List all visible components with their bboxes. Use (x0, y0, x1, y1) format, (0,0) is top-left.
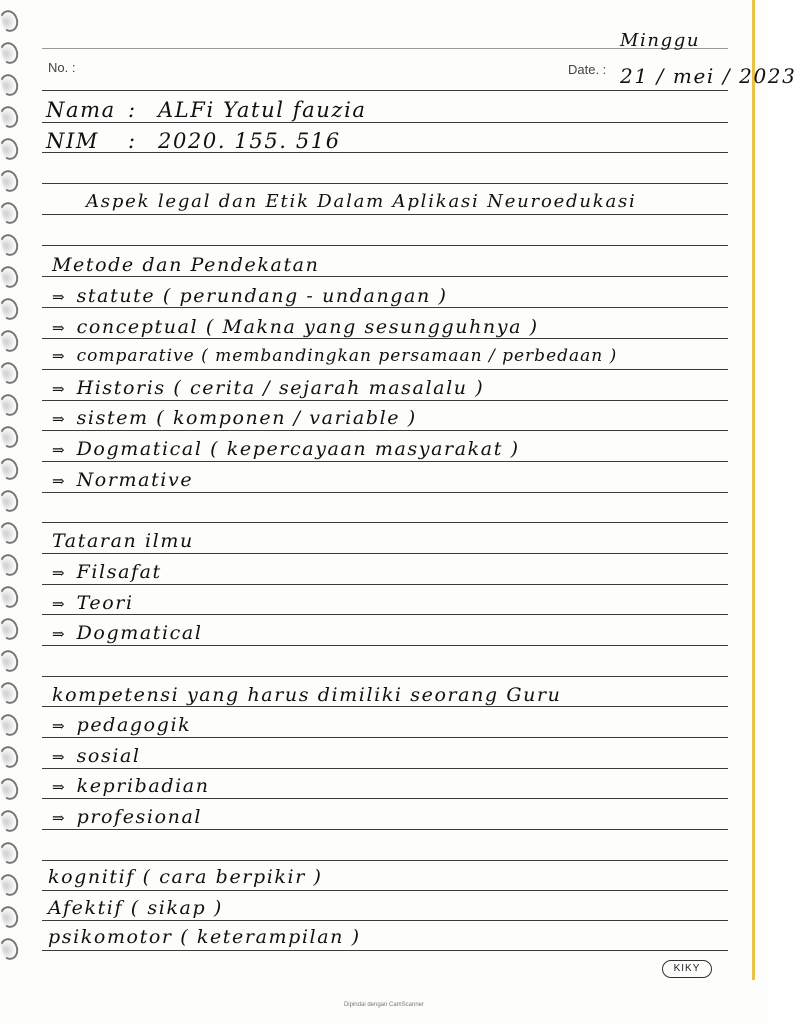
ruled-line (42, 338, 728, 339)
ruled-line (42, 676, 728, 677)
ruled-line (42, 400, 728, 401)
ruled-line (42, 430, 728, 431)
ruled-line (42, 829, 728, 830)
list-item: ⇒ statute ( perundang - undangan ) (52, 285, 448, 307)
spiral-ring (0, 904, 21, 930)
arrow-icon: ⇒ (52, 778, 65, 796)
ruled-line (42, 122, 728, 123)
domain-kognitif: kognitif ( cara berpikir ) (48, 866, 323, 888)
ruled-line (42, 245, 728, 246)
ruled-line (42, 307, 728, 308)
spiral-ring (0, 264, 21, 290)
spiral-ring (0, 72, 21, 98)
spiral-ring (0, 744, 21, 770)
ruled-line (42, 860, 728, 861)
spiral-ring (0, 360, 21, 386)
ruled-line (42, 461, 728, 462)
student-name: ALFi Yatul fauzia (158, 98, 367, 122)
ruled-line (42, 920, 728, 921)
list-item: ⇒ conceptual ( Makna yang sesungguhnya ) (52, 316, 539, 338)
arrow-icon: ⇒ (52, 809, 65, 827)
ruled-line (42, 492, 728, 493)
spiral-ring (0, 424, 21, 450)
spiral-ring (0, 808, 21, 834)
domain-psikomotor: psikomotor ( keterampilan ) (48, 926, 361, 948)
arrow-icon: ⇒ (52, 319, 65, 337)
ruled-line (42, 90, 728, 91)
spiral-ring (0, 680, 21, 706)
arrow-icon: ⇒ (52, 595, 65, 613)
list-item: ⇒ sistem ( komponen / variable ) (52, 407, 417, 429)
spiral-ring (0, 840, 21, 866)
name-label: Nama (46, 98, 116, 122)
arrow-icon: ⇒ (52, 564, 65, 582)
spiral-ring (0, 40, 21, 66)
ruled-line (42, 522, 728, 523)
student-nim: 2020. 155. 516 (158, 129, 341, 153)
ruled-line (42, 737, 728, 738)
spiral-ring (0, 168, 21, 194)
arrow-icon: ⇒ (52, 410, 65, 428)
name-sep: : (128, 98, 137, 122)
list-item: ⇒ Dogmatical (52, 622, 203, 644)
page-edge (752, 0, 755, 980)
date-text: 21 / mei / 2023 (620, 64, 796, 88)
ruled-line (42, 183, 728, 184)
list-item: ⇒ comparative ( membandingkan persamaan / perbedaan ) (52, 346, 618, 366)
spiral-ring (0, 584, 21, 610)
list-item: ⇒ Teori (52, 592, 134, 614)
ruled-line (42, 584, 728, 585)
ruled-line (42, 890, 728, 891)
ruled-line (42, 276, 728, 277)
ruled-line (42, 645, 728, 646)
ruled-line (42, 214, 728, 215)
spiral-ring (0, 200, 21, 226)
spiral-ring (0, 552, 21, 578)
spiral-ring (0, 392, 21, 418)
domain-afektif: Afektif ( sikap ) (48, 897, 223, 919)
brand-logo: KIKY (662, 960, 712, 978)
spiral-ring (0, 104, 21, 130)
list-item: ⇒ Historis ( cerita / sejarah masalalu ) (52, 377, 485, 399)
arrow-icon: ⇒ (52, 472, 65, 490)
spiral-ring (0, 520, 21, 546)
spiral-ring (0, 776, 21, 802)
list-item: ⇒ sosial (52, 745, 141, 767)
ruled-line (42, 950, 728, 951)
arrow-icon: ⇒ (52, 625, 65, 643)
spiral-ring (0, 616, 21, 642)
spiral-ring (0, 488, 21, 514)
nim-label: NIM (46, 129, 99, 153)
arrow-icon: ⇒ (52, 380, 65, 398)
spiral-ring (0, 328, 21, 354)
arrow-icon: ⇒ (52, 347, 65, 365)
list-item: ⇒ profesional (52, 806, 203, 828)
spiral-ring (0, 456, 21, 482)
scanner-note: Dipindai dengan CamScanner (343, 1002, 425, 1008)
arrow-icon: ⇒ (52, 748, 65, 766)
date-label: Date. : (568, 62, 607, 77)
list-item: ⇒ Filsafat (52, 561, 162, 583)
spiral-ring (0, 232, 21, 258)
ruled-line (42, 614, 728, 615)
section-heading-tataran: Tataran ilmu (52, 530, 194, 552)
page-title: Aspek legal dan Etik Dalam Aplikasi Neuroedukasi (86, 191, 637, 212)
spiral-binding (0, 0, 22, 980)
spiral-ring (0, 712, 21, 738)
spiral-ring (0, 648, 21, 674)
arrow-icon: ⇒ (52, 288, 65, 306)
spiral-ring (0, 296, 21, 322)
ruled-line (42, 369, 728, 370)
list-item: ⇒ kepribadian (52, 775, 210, 797)
arrow-icon: ⇒ (52, 717, 65, 735)
spiral-ring (0, 936, 21, 962)
ruled-line (42, 798, 728, 799)
spiral-ring (0, 872, 21, 898)
section-heading-kompetensi: kompetensi yang harus dimiliki seorang Guru (52, 684, 562, 706)
day-text: Minggu (620, 30, 701, 51)
list-item: ⇒ Normative (52, 469, 194, 491)
spiral-ring (0, 8, 21, 34)
section-heading-metode: Metode dan Pendekatan (52, 254, 320, 276)
arrow-icon: ⇒ (52, 441, 65, 459)
no-label: No. : (48, 60, 76, 75)
spiral-ring (0, 136, 21, 162)
nim-sep: : (128, 129, 137, 153)
list-item: ⇒ pedagogik (52, 714, 192, 736)
list-item: ⇒ Dogmatical ( kepercayaan masyarakat ) (52, 438, 520, 460)
ruled-line (42, 768, 728, 769)
ruled-line (42, 152, 728, 153)
ruled-line (42, 553, 728, 554)
ruled-line (42, 706, 728, 707)
